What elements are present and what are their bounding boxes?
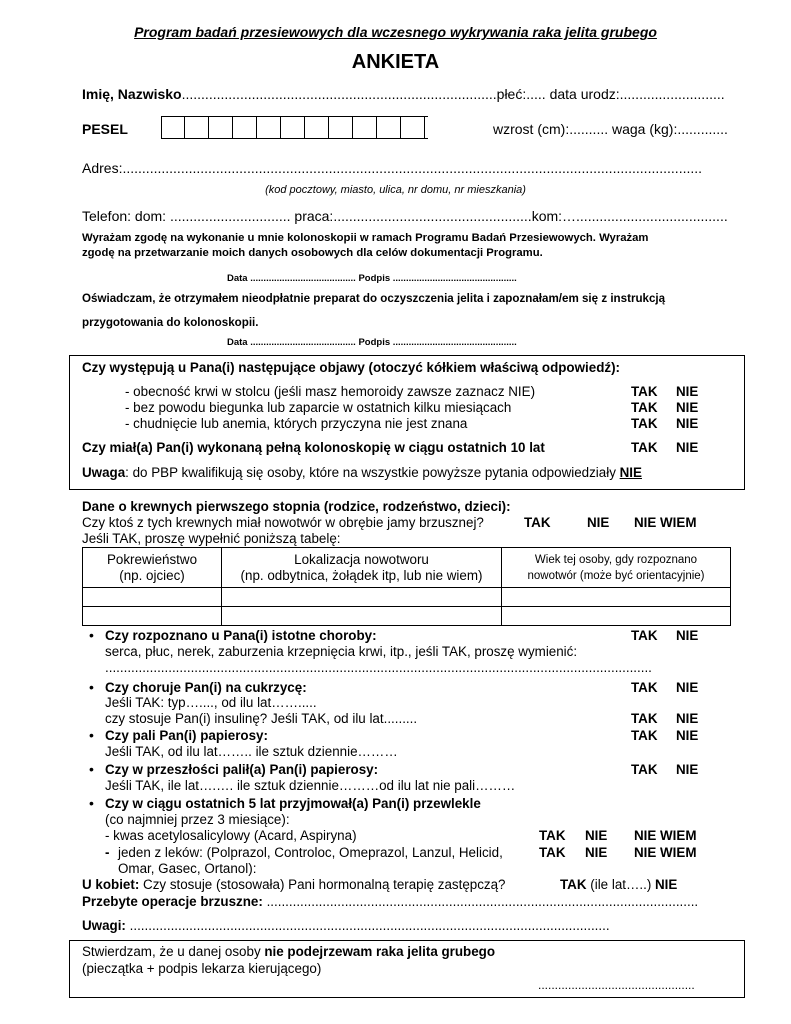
diabetes-type[interactable]: Jeśli TAK: typ…...., od ilu lat……..... [105,695,317,710]
insulin-no[interactable]: NIE [676,711,699,726]
past-smoking-no[interactable]: NIE [676,762,699,777]
symptom-blood: - obecność krwi w stolcu (jeśli masz hemoroidy zawsze zaznacz NIE) [125,384,536,399]
med-aspirin: - kwas acetylosalicylowy (Acard, Aspiryna) [105,828,357,843]
col-age-header: Wiek tej osoby, gdy rozpoznano nowotwór (może być orientacyjnie) [502,548,731,588]
symptom-blood-no[interactable]: NIE [676,384,699,399]
relatives-row-2[interactable] [83,607,731,626]
declaration-text-1: Oświadczam, że otrzymałem nieodpłatnie preparat do oczyszczenia jelita i zapoznałam/em się z instrukcją [82,292,666,305]
women-answers[interactable] [560,877,677,892]
diabetes-question: Czy choruje Pan(i) na cukrzycę: [105,680,307,695]
date-signature-1[interactable]: Data ........................................ Podpis ............................................... [227,273,517,284]
colonoscopy-no[interactable]: NIE [676,440,699,455]
relatives-question: Czy ktoś z tych krewnych miał nowotwór w obrębie jamy brzusznej? [82,515,484,530]
height-weight[interactable]: wzrost (cm):.......... waga (kg):............. [493,121,728,137]
diseases-no[interactable]: NIE [676,628,699,643]
med-ppi-dash: - [105,845,110,860]
smoking-no[interactable]: NIE [676,728,699,743]
doctor-stamp-hint: (pieczątka + podpis lekarza kierującego) [82,961,322,976]
smoking-question: Czy pali Pan(i) papierosy: [105,728,268,743]
smoking-yes[interactable]: TAK [631,728,658,743]
sex-label: płeć:..... [496,86,546,102]
symptom-weight-loss: - chudnięcie lub anemia, których przyczyna nie jest znana [125,416,468,431]
symptom-diarrhea-yes[interactable]: TAK [631,400,658,415]
smoking-detail[interactable]: Jeśli TAK, od ilu lat…….. ile sztuk dziennie……… [105,744,398,759]
name-label: Imię, Nazwisko [82,86,182,102]
med-aspirin-dont-know[interactable]: NIE WIEM [634,828,697,843]
symptom-diarrhea-no[interactable]: NIE [676,400,699,415]
insulin-question[interactable]: czy stosuje Pan(i) insulinę? Jeśli TAK, od ilu lat......... [105,711,418,726]
declaration-text-2: przygotowania do kolonoskopii. [82,316,259,329]
symptom-diarrhea: - bez powodu biegunka lub zaparcie w ostatnich kilku miesiącach [125,400,512,415]
relatives-instruction: Jeśli TAK, proszę wypełnić poniższą tabelę: [82,531,341,546]
med-aspirin-yes[interactable]: TAK [539,828,566,843]
doctor-statement-a: Stwierdzam, że u danej osoby [82,944,265,959]
pesel-label: PESEL [82,121,128,137]
bullet-icon: • [89,627,94,643]
colonoscopy-question: Czy miał(a) Pan(i) wykonaną pełną kolonoskopię w ciągu ostatnich 10 lat [82,440,545,455]
bullet-icon: • [89,795,94,811]
pesel-field[interactable] [161,116,428,139]
women-line [82,877,506,892]
address-hint: (kod pocztowy, miasto, ulica, nr domu, nr mieszkania) [265,184,526,196]
remarks-line[interactable] [82,918,610,933]
med-aspirin-no[interactable]: NIE [585,828,608,843]
address-label: Adres: [82,160,123,176]
bullet-icon: • [89,727,94,743]
bullet-icon: • [89,679,94,695]
symptom-weight-loss-yes[interactable]: TAK [631,416,658,431]
address-dots: ..................................................................................................................................................... [122,160,703,176]
phone-line[interactable]: Telefon: dom: ............................... praca:...................................................kom:…....................................... [82,208,728,224]
relatives-yes[interactable]: TAK [524,515,551,530]
remarks-dots: ................................................................................................................................. [129,918,610,933]
note-label: Uwaga [82,465,126,480]
colonoscopy-yes[interactable]: TAK [631,440,658,455]
surgery-line[interactable] [82,894,698,909]
past-smoking-question: Czy w przeszłości palił(a) Pan(i) papierosy: [105,762,379,777]
note-emphasis: NIE [619,465,642,480]
past-smoking-detail[interactable]: Jeśli TAK, ile lat….…. ile sztuk dziennie………od ilu lat nie pali……… [105,778,516,793]
relatives-no[interactable]: NIE [587,515,610,530]
women-yes[interactable]: TAK [560,877,587,892]
women-label: U kobiet: [82,877,140,892]
med-ppi-no[interactable]: NIE [585,845,608,860]
doctor-statement-b: nie podejrzewam raka jelita grubego [264,944,496,959]
diabetes-no[interactable]: NIE [676,680,699,695]
diseases-yes[interactable]: TAK [631,628,658,643]
past-smoking-yes[interactable]: TAK [631,762,658,777]
surgery-label: Przebyte operacje brzuszne: [82,894,263,909]
bullet-icon: • [89,761,94,777]
meds-hint: (co najmniej przez 3 miesiące): [105,812,290,827]
name-line[interactable] [82,86,725,102]
consent-text-1: Wyrażam zgodę na wykonanie u mnie kolonoskopii w ramach Programu Badań Przesiewowych. Wyrażam [82,232,649,244]
med-ppi-line1: jeden z leków: (Polprazol, Controloc, Omeprazol, Lanzul, Helicid, [118,845,503,860]
doctor-signature-line[interactable]: ............................................... [538,978,695,992]
diseases-hint: serca, płuc, nerek, zaburzenia krzepnięcia krwi, itp., jeśli TAK, proszę wymienić: [105,644,578,659]
note-line [82,465,642,480]
col-relationship-header: Pokrewieństwo (np. ojciec) [83,548,222,588]
date-signature-2[interactable]: Data ........................................ Podpis ............................................... [227,337,517,348]
women-years[interactable]: (ile lat…..) [590,877,652,892]
address-line[interactable] [82,160,702,176]
col-location-header: Lokalizacja nowotworu (np. odbytnica, żołądek itp, lub nie wiem) [222,548,502,588]
med-ppi-line2: Omar, Gasec, Ortanol): [118,861,257,876]
meds-question: Czy w ciągu ostatnich 5 lat przyjmował(a) Pan(i) przewlekle [105,796,481,811]
diseases-dots[interactable]: ................................................................................................................................................... [105,660,652,675]
symptom-weight-loss-no[interactable]: NIE [676,416,699,431]
doctor-statement [82,944,495,959]
dob-label: data urodz:........................... [549,86,725,102]
med-ppi-dont-know[interactable]: NIE WIEM [634,845,697,860]
program-title: Program badań przesiewowych dla wczesnego wykrywania raka jelita grubego [134,24,657,40]
diseases-question: Czy rozpoznano u Pana(i) istotne choroby: [105,628,377,643]
symptom-blood-yes[interactable]: TAK [631,384,658,399]
form-title: ANKIETA [351,51,440,73]
relatives-dont-know[interactable]: NIE WIEM [634,515,697,530]
note-text: : do PBP kwalifikują się osoby, które na wszystkie powyższe pytania odpowiedziały [125,465,620,480]
name-dots: ................................................................................. [181,86,497,102]
remarks-label: Uwagi: [82,918,126,933]
women-question: Czy stosuje (stosowała) Pani hormonalną terapię zastępczą? [143,877,506,892]
relatives-row-1[interactable] [83,588,731,607]
insulin-yes[interactable]: TAK [631,711,658,726]
diabetes-yes[interactable]: TAK [631,680,658,695]
consent-text-2: zgodę na przetwarzanie moich danych osobowych dla celów dokumentacji Programu. [82,247,543,259]
surgery-dots: .................................................................................................................... [266,894,699,909]
relatives-heading: Dane o krewnych pierwszego stopnia (rodzice, rodzeństwo, dzieci): [82,499,511,514]
symptoms-question: Czy występują u Pana(i) następujące objawy (otoczyć kółkiem właściwą odpowiedź): [82,360,620,375]
med-ppi-yes[interactable]: TAK [539,845,566,860]
relatives-table [82,547,731,626]
women-no[interactable]: NIE [655,877,678,892]
